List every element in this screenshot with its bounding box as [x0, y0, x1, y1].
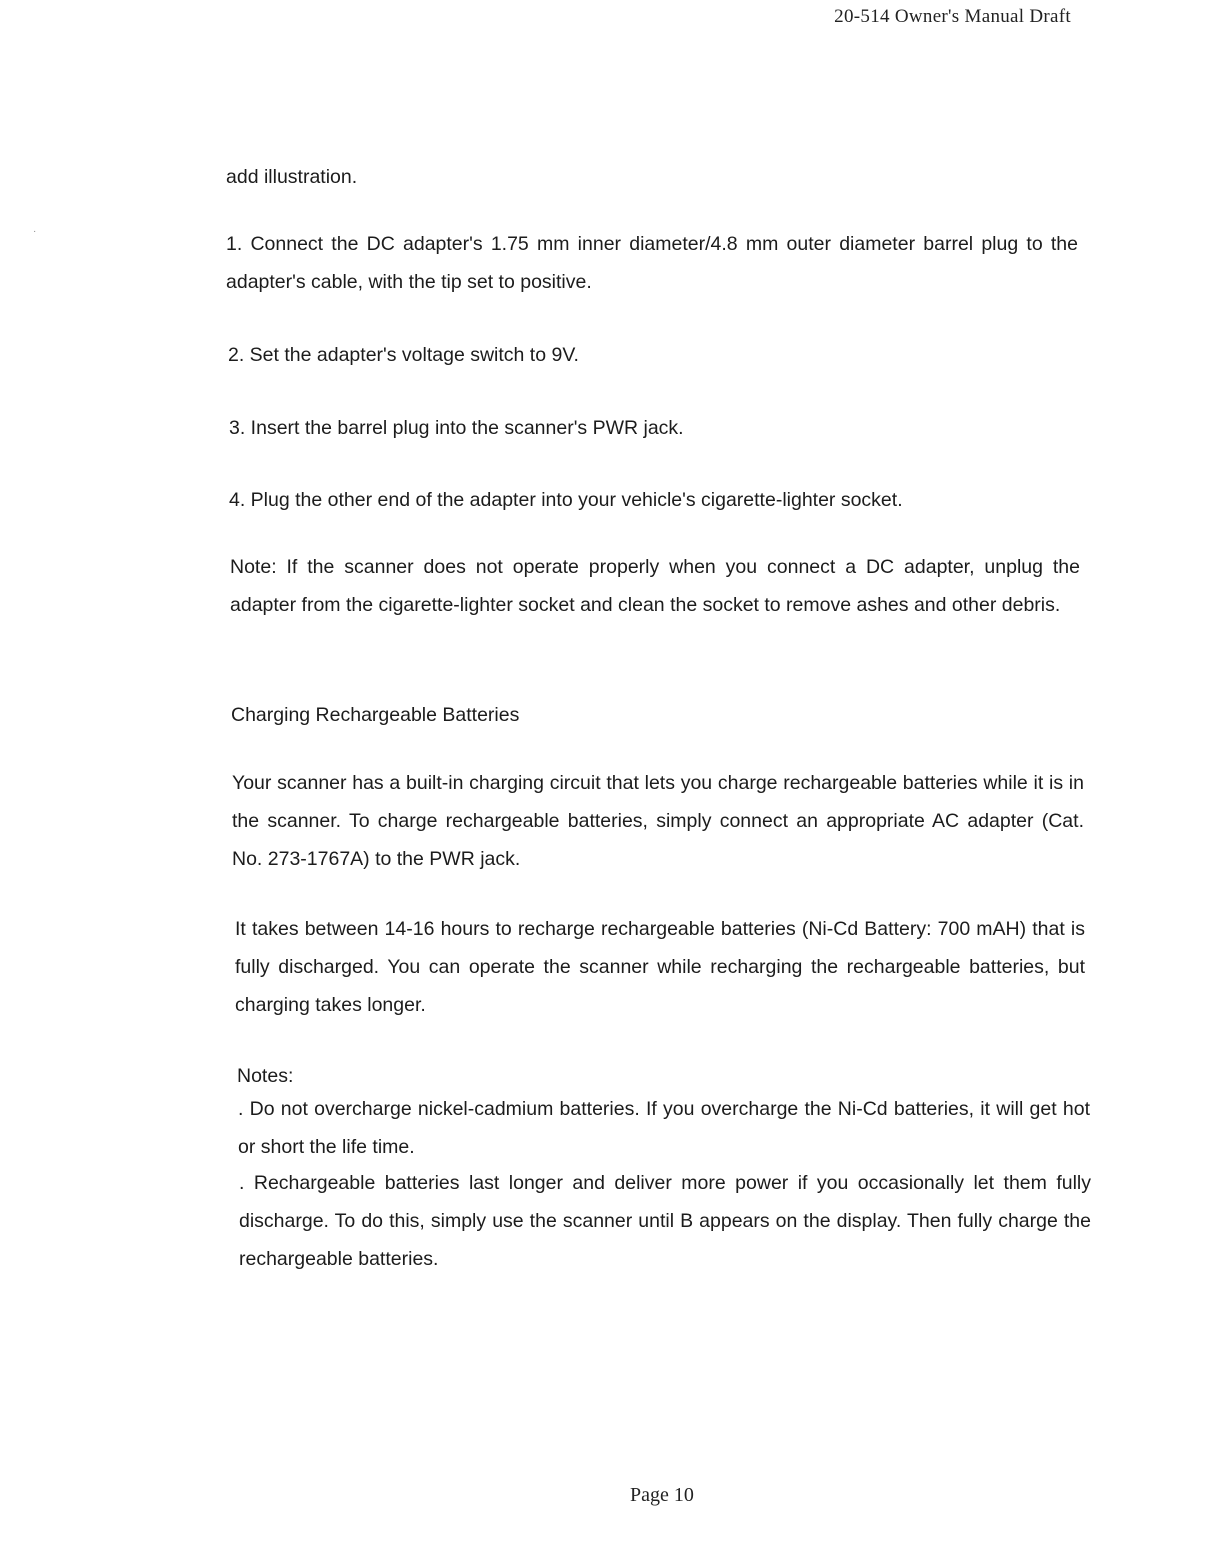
note-item-2: . Rechargeable batteries last longer and deliver more power if you occasionally let them fully discharge. To do this, simply use the scanner until B appears on the display. Then fully charge the rechargeable batteries.: [239, 1172, 1091, 1270]
step-1: 1. Connect the DC adapter's 1.75 mm inner diameter/4.8 mm outer diameter barrel plug to the adapter's cable, with the tip set to positive.: [226, 233, 1078, 293]
page-number: Page 10: [630, 1484, 694, 1506]
step-4: 4. Plug the other end of the adapter into your vehicle's cigarette-lighter socket.: [229, 489, 903, 511]
step-2: 2. Set the adapter's voltage switch to 9V.: [228, 344, 579, 366]
charging-paragraph-1: Your scanner has a built-in charging circuit that lets you charge rechargeable batteries while it is in the scanner. To charge rechargeable batteries, simply connect an appropriate AC adapter (Cat. No. 273-1767A) to the PWR jack.: [232, 772, 1084, 870]
illustration-placeholder: add illustration.: [226, 166, 358, 188]
section-heading: Charging Rechargeable Batteries: [231, 704, 520, 726]
step-3: 3. Insert the barrel plug into the scanner's PWR jack.: [229, 417, 684, 439]
scan-speck: ·: [33, 226, 37, 237]
charging-paragraph-2: It takes between 14-16 hours to recharge rechargeable batteries (Ni-Cd Battery: 700 mAH) that is fully discharged. You can operate the scanner while recharging the rechargeable batteries, but charging takes longer.: [235, 918, 1085, 1016]
running-header: 20-514 Owner's Manual Draft: [834, 6, 1071, 27]
dc-adapter-note: Note: If the scanner does not operate properly when you connect a DC adapter, unplug the adapter from the cigarette-lighter socket and clean the socket to remove ashes and other debris.: [230, 556, 1080, 616]
notes-heading: Notes:: [237, 1065, 294, 1087]
note-item-1: . Do not overcharge nickel-cadmium batteries. If you overcharge the Ni-Cd batteries, it will get hot or short the life time.: [238, 1098, 1090, 1158]
